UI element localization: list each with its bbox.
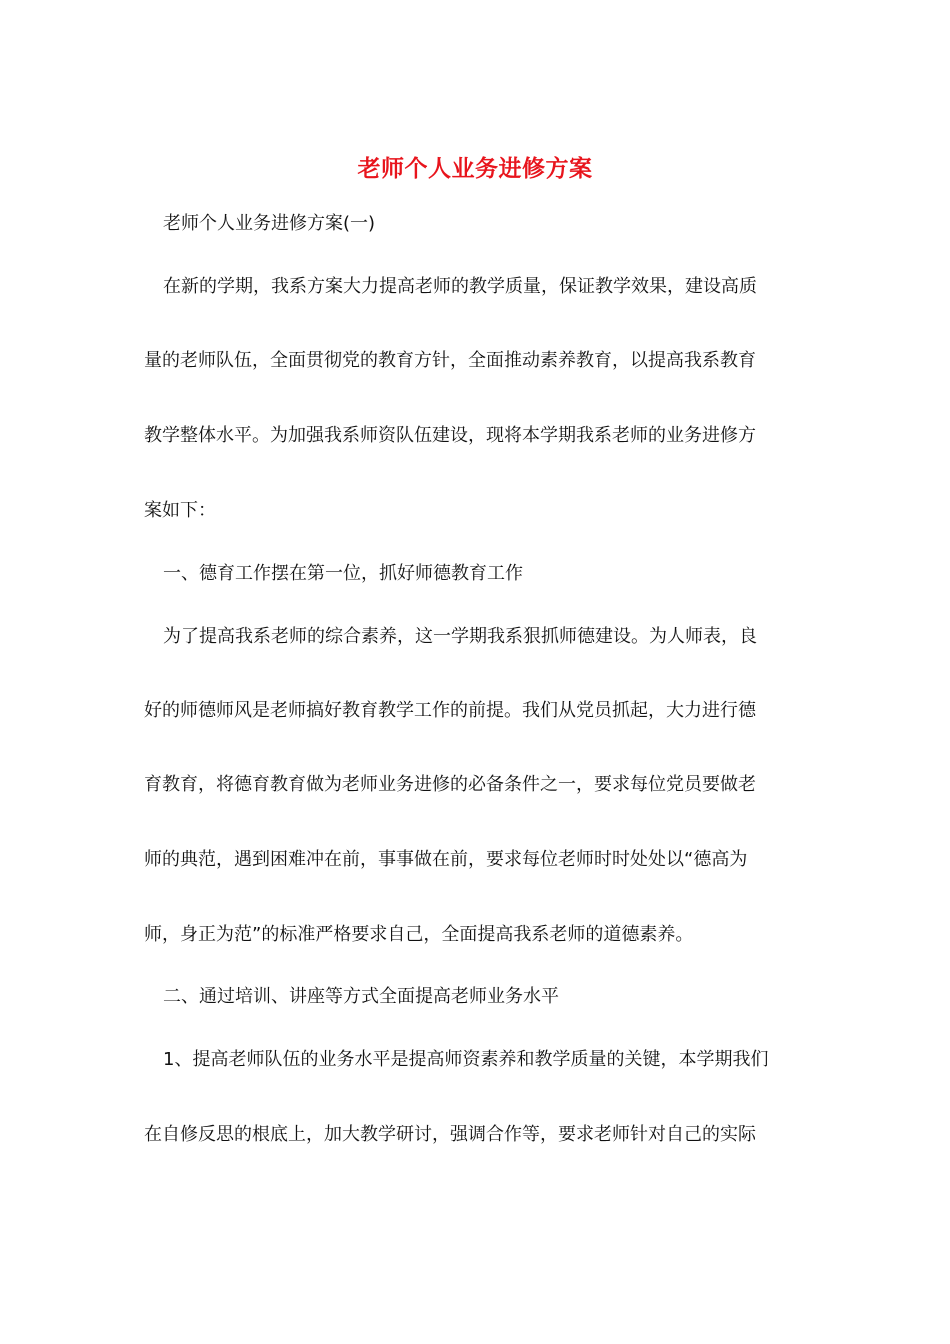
paragraph-line: 师的典范，遇到困难冲在前，事事做在前，要求每位老师时时处处以“德高为	[144, 849, 748, 870]
paragraph-line: 量的老师队伍，全面贯彻党的教育方针，全面推动素养教育，以提高我系教育	[144, 350, 756, 371]
paragraph-line: 在新的学期，我系方案大力提高老师的教学质量，保证教学效果，建设高质	[163, 276, 757, 297]
section-heading: 一、德育工作摆在第一位，抓好师德教育工作	[163, 563, 523, 584]
paragraph-line: 好的师德师风是老师搞好教育教学工作的前提。我们从党员抓起，大力进行德	[144, 700, 756, 721]
paragraph-line: 育教育，将德育教育做为老师业务进修的必备条件之一，要求每位党员要做老	[144, 774, 756, 795]
paragraph-line: 案如下：	[144, 500, 216, 521]
document-subtitle: 老师个人业务进修方案(一)	[163, 213, 376, 234]
paragraph-line: 为了提高我系老师的综合素养，这一学期我系狠抓师德建设。为人师表，良	[163, 626, 757, 647]
paragraph-line: 在自修反思的根底上，加大教学研讨，强调合作等，要求老师针对自己的实际	[144, 1124, 756, 1145]
paragraph-line: 师，身正为范”的标准严格要求自己，全面提高我系老师的道德素养。	[144, 924, 694, 945]
section-heading: 二、通过培训、讲座等方式全面提高老师业务水平	[163, 986, 559, 1007]
paragraph-line: 教学整体水平。为加强我系师资队伍建设，现将本学期我系老师的业务进修方	[144, 425, 756, 446]
document-title: 老师个人业务进修方案	[357, 155, 593, 182]
paragraph-line: 1、提高老师队伍的业务水平是提高师资素养和教学质量的关键，本学期我们	[163, 1049, 769, 1070]
